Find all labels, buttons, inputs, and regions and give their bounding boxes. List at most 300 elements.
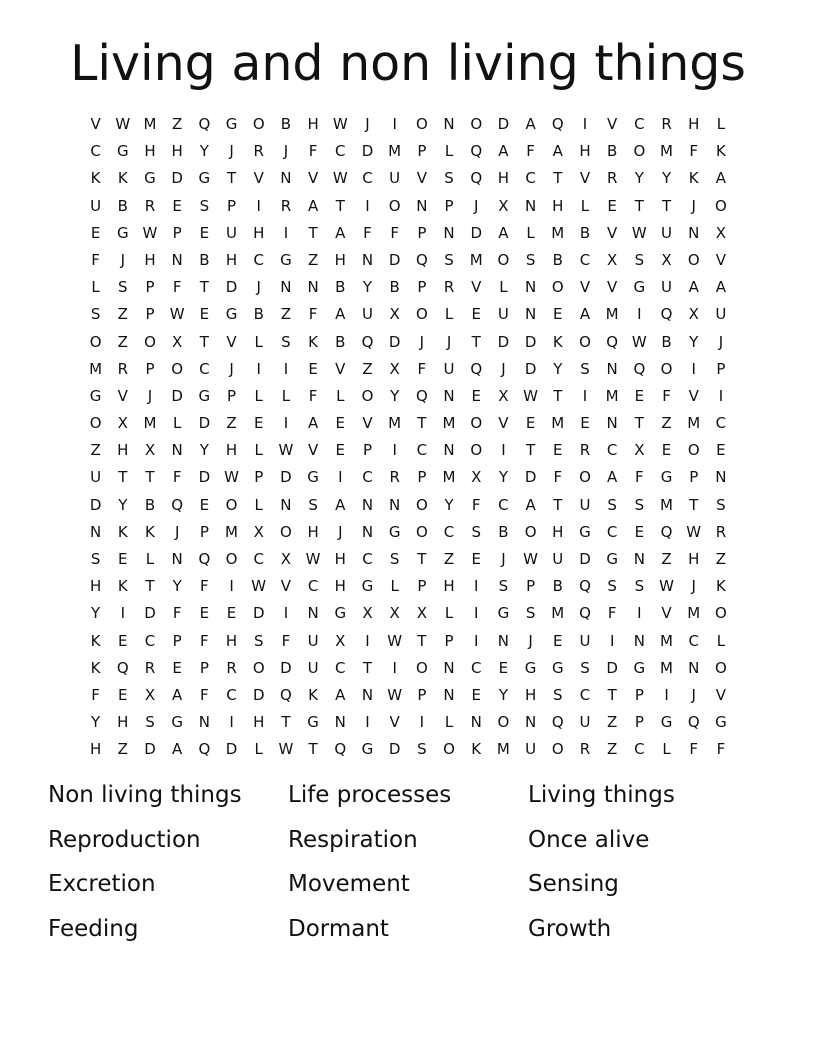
grid-letter[interactable]: M — [605, 305, 619, 324]
grid-letter[interactable]: Y — [390, 386, 400, 405]
grid-letter[interactable]: D — [225, 278, 238, 297]
grid-letter[interactable]: N — [171, 441, 183, 460]
grid-letter[interactable]: M — [496, 740, 510, 759]
grid-letter[interactable]: T — [417, 550, 427, 568]
grid-letter[interactable]: M — [89, 359, 103, 378]
grid-letter[interactable]: P — [444, 631, 454, 650]
grid-letter[interactable]: Y — [661, 169, 672, 188]
grid-letter[interactable]: W — [686, 522, 702, 541]
grid-letter[interactable]: C — [634, 115, 645, 133]
grid-letter[interactable]: O — [633, 142, 646, 161]
grid-letter[interactable]: J — [256, 278, 261, 297]
grid-letter[interactable]: U — [497, 305, 509, 324]
grid-letter[interactable]: P — [417, 685, 427, 704]
grid-letter[interactable]: X — [498, 196, 509, 215]
grid-letter[interactable]: D — [524, 359, 537, 378]
grid-letter[interactable]: N — [633, 631, 645, 650]
grid-letter[interactable]: Q — [470, 359, 483, 378]
grid-letter[interactable]: W — [659, 577, 674, 596]
grid-letter[interactable]: M — [388, 142, 402, 161]
grid-letter[interactable]: E — [226, 604, 237, 623]
grid-letter[interactable]: D — [144, 604, 156, 623]
grid-letter[interactable]: G — [307, 713, 319, 732]
grid-letter[interactable]: G — [89, 386, 102, 405]
grid-letter[interactable]: T — [145, 468, 155, 487]
grid-letter[interactable]: I — [256, 196, 261, 215]
grid-letter[interactable]: F — [308, 386, 318, 405]
grid-letter[interactable]: C — [335, 142, 346, 161]
grid-letter[interactable]: S — [607, 577, 617, 596]
grid-letter[interactable]: P — [634, 713, 644, 732]
grid-letter[interactable]: P — [145, 278, 155, 297]
grid-letter[interactable]: E — [199, 495, 210, 514]
grid-letter[interactable]: T — [118, 468, 128, 487]
grid-letter[interactable]: J — [229, 142, 234, 161]
grid-letter[interactable]: B — [498, 522, 509, 541]
grid-letter[interactable]: E — [118, 685, 128, 704]
grid-letter[interactable]: I — [474, 604, 479, 623]
grid-letter[interactable]: T — [417, 631, 427, 650]
grid-letter[interactable]: H — [171, 142, 183, 161]
grid-letter[interactable]: U — [443, 359, 455, 378]
grid-letter[interactable]: J — [501, 550, 506, 568]
grid-letter[interactable]: K — [117, 169, 128, 188]
grid-letter[interactable]: G — [307, 468, 319, 487]
grid-letter[interactable]: D — [470, 223, 482, 242]
grid-letter[interactable]: O — [89, 332, 102, 351]
grid-letter[interactable]: I — [229, 577, 234, 596]
grid-letter[interactable]: T — [661, 196, 672, 215]
grid-letter[interactable]: X — [335, 631, 346, 650]
grid-letter[interactable]: Q — [579, 577, 591, 596]
grid-letter[interactable]: M — [469, 250, 483, 269]
grid-letter[interactable]: Q — [660, 305, 673, 324]
grid-letter[interactable]: C — [606, 441, 618, 460]
grid-letter[interactable]: P — [634, 685, 644, 704]
grid-letter[interactable]: N — [361, 522, 374, 541]
grid-letter[interactable]: I — [365, 631, 370, 650]
grid-letter[interactable]: H — [524, 685, 537, 704]
grid-letter[interactable]: O — [579, 468, 591, 487]
grid-letter[interactable]: B — [117, 196, 128, 215]
grid-letter[interactable]: G — [579, 522, 591, 541]
grid-letter[interactable]: P — [417, 577, 427, 596]
grid-letter[interactable]: O — [144, 332, 156, 351]
grid-letter[interactable]: U — [307, 631, 319, 650]
grid-letter[interactable]: X — [362, 604, 373, 623]
grid-letter[interactable]: Q — [579, 604, 591, 623]
grid-letter[interactable]: V — [90, 115, 101, 133]
grid-letter[interactable]: V — [715, 685, 727, 704]
grid-letter[interactable]: S — [389, 550, 400, 568]
grid-letter[interactable]: M — [660, 495, 673, 514]
grid-letter[interactable]: H — [225, 441, 238, 460]
grid-letter[interactable]: G — [388, 522, 401, 541]
grid-letter[interactable]: X — [389, 359, 400, 378]
grid-letter[interactable]: V — [307, 169, 319, 188]
grid-letter[interactable]: Y — [199, 142, 209, 161]
grid-letter[interactable]: C — [498, 495, 509, 514]
grid-letter[interactable]: M — [442, 468, 456, 487]
grid-letter[interactable]: O — [443, 740, 455, 759]
grid-letter[interactable]: B — [579, 223, 591, 242]
grid-letter[interactable]: P — [417, 278, 427, 297]
grid-letter[interactable]: S — [634, 577, 645, 596]
grid-letter[interactable]: R — [606, 169, 618, 188]
grid-letter[interactable]: Y — [172, 577, 182, 596]
grid-letter[interactable]: N — [280, 495, 292, 514]
grid-letter[interactable]: X — [634, 441, 645, 460]
grid-letter[interactable]: G — [198, 386, 211, 405]
grid-letter[interactable]: H — [497, 169, 510, 188]
grid-letter[interactable]: F — [91, 685, 100, 704]
grid-letter[interactable]: I — [582, 115, 588, 133]
grid-letter[interactable]: B — [199, 250, 210, 269]
grid-letter[interactable]: O — [579, 332, 591, 351]
grid-letter[interactable]: W — [142, 223, 158, 242]
grid-letter[interactable]: Q — [198, 115, 211, 133]
grid-letter[interactable]: D — [388, 250, 401, 269]
grid-letter[interactable]: X — [389, 305, 400, 324]
grid-letter[interactable]: Q — [687, 713, 700, 732]
grid-letter[interactable]: P — [199, 522, 209, 541]
grid-letter[interactable]: J — [365, 115, 370, 133]
grid-letter[interactable]: M — [225, 522, 238, 541]
grid-letter[interactable]: R — [443, 278, 455, 297]
grid-letter[interactable]: G — [225, 115, 238, 133]
grid-letter[interactable]: T — [689, 495, 699, 514]
grid-letter[interactable]: O — [388, 196, 401, 215]
grid-letter[interactable]: S — [308, 495, 318, 514]
grid-letter[interactable]: N — [280, 278, 292, 297]
grid-letter[interactable]: I — [365, 196, 370, 215]
grid-letter[interactable]: E — [661, 441, 672, 460]
grid-letter[interactable]: B — [389, 278, 400, 297]
grid-letter[interactable]: Z — [661, 414, 672, 433]
grid-letter[interactable]: N — [416, 196, 428, 215]
grid-letter[interactable]: I — [637, 305, 642, 324]
grid-letter[interactable]: D — [198, 468, 211, 487]
grid-letter[interactable]: E — [199, 223, 210, 242]
grid-letter[interactable]: N — [361, 250, 374, 269]
grid-letter[interactable]: N — [334, 713, 346, 732]
grid-letter[interactable]: W — [631, 332, 647, 351]
grid-letter[interactable]: H — [334, 250, 346, 269]
grid-letter[interactable]: X — [416, 604, 427, 623]
grid-letter[interactable]: T — [634, 414, 644, 433]
grid-letter[interactable]: O — [280, 522, 292, 541]
grid-letter[interactable]: B — [253, 305, 264, 324]
grid-letter[interactable]: T — [553, 169, 563, 188]
grid-letter[interactable]: T — [553, 495, 563, 514]
grid-letter[interactable]: K — [308, 332, 319, 351]
grid-letter[interactable]: D — [225, 740, 238, 759]
grid-letter[interactable]: O — [497, 713, 510, 732]
grid-letter[interactable]: X — [144, 441, 156, 460]
grid-letter[interactable]: F — [91, 250, 100, 269]
grid-letter[interactable]: B — [607, 142, 618, 161]
grid-letter[interactable]: S — [444, 250, 454, 269]
grid-letter[interactable]: E — [607, 196, 617, 215]
grid-letter[interactable]: C — [226, 685, 237, 704]
grid-letter[interactable]: N — [443, 115, 455, 133]
grid-letter[interactable]: R — [280, 196, 292, 215]
grid-letter[interactable]: G — [606, 550, 618, 568]
grid-letter[interactable]: N — [389, 495, 401, 514]
grid-letter[interactable]: Y — [91, 604, 101, 623]
grid-letter[interactable]: M — [687, 604, 701, 623]
grid-letter[interactable]: E — [253, 414, 264, 433]
grid-letter[interactable]: H — [144, 250, 156, 269]
grid-letter[interactable]: N — [688, 658, 700, 677]
grid-letter[interactable]: O — [687, 250, 700, 269]
grid-letter[interactable]: Q — [280, 685, 292, 704]
grid-letter[interactable]: W — [387, 685, 403, 704]
grid-letter[interactable]: F — [363, 223, 372, 242]
grid-letter[interactable]: V — [715, 250, 727, 269]
grid-letter[interactable]: Q — [551, 115, 564, 133]
grid-letter[interactable]: Q — [633, 359, 646, 378]
grid-letter[interactable]: G — [660, 713, 673, 732]
grid-letter[interactable]: I — [419, 713, 425, 732]
grid-letter[interactable]: E — [553, 441, 563, 460]
grid-letter[interactable]: F — [689, 740, 699, 759]
grid-letter[interactable]: V — [471, 278, 482, 297]
grid-letter[interactable]: V — [226, 332, 237, 351]
grid-letter[interactable]: X — [715, 223, 727, 242]
grid-letter[interactable]: S — [417, 740, 427, 759]
grid-letter[interactable]: F — [635, 468, 644, 487]
grid-letter[interactable]: O — [470, 441, 483, 460]
grid-letter[interactable]: D — [388, 740, 401, 759]
grid-letter[interactable]: X — [280, 550, 292, 568]
grid-letter[interactable]: I — [392, 441, 397, 460]
grid-letter[interactable]: Z — [661, 550, 672, 568]
grid-letter[interactable]: K — [552, 332, 563, 351]
grid-letter[interactable]: H — [688, 115, 700, 133]
grid-letter[interactable]: J — [691, 685, 696, 704]
grid-letter[interactable]: O — [715, 604, 727, 623]
grid-letter[interactable]: Y — [444, 495, 454, 514]
grid-letter[interactable]: U — [525, 740, 537, 759]
grid-letter[interactable]: O — [225, 495, 238, 514]
grid-letter[interactable]: Y — [118, 495, 128, 514]
grid-letter[interactable]: R — [579, 441, 591, 460]
grid-letter[interactable]: H — [253, 223, 265, 242]
grid-letter[interactable]: O — [252, 115, 265, 133]
grid-letter[interactable]: C — [90, 142, 101, 161]
grid-letter[interactable]: M — [660, 631, 673, 650]
grid-letter[interactable]: O — [171, 359, 184, 378]
grid-letter[interactable]: M — [551, 223, 565, 242]
grid-letter[interactable]: Q — [361, 332, 374, 351]
grid-letter[interactable]: I — [637, 604, 642, 623]
grid-letter[interactable]: S — [471, 522, 481, 541]
grid-letter[interactable]: L — [254, 740, 263, 759]
grid-letter[interactable]: Q — [334, 740, 347, 759]
grid-letter[interactable]: P — [145, 359, 155, 378]
grid-letter[interactable]: V — [579, 169, 591, 188]
grid-letter[interactable]: N — [443, 685, 455, 704]
grid-letter[interactable]: O — [361, 386, 374, 405]
grid-letter[interactable]: F — [662, 386, 671, 405]
grid-letter[interactable]: P — [145, 305, 155, 324]
grid-letter[interactable]: K — [90, 169, 101, 188]
grid-letter[interactable]: G — [225, 305, 238, 324]
grid-letter[interactable]: F — [281, 631, 291, 650]
grid-letter[interactable]: Q — [415, 250, 428, 269]
grid-letter[interactable]: M — [660, 658, 673, 677]
grid-letter[interactable]: V — [607, 115, 618, 133]
grid-letter[interactable]: K — [715, 142, 726, 161]
grid-letter[interactable]: B — [552, 577, 563, 596]
grid-letter[interactable]: Q — [198, 740, 211, 759]
grid-letter[interactable]: Z — [117, 305, 128, 324]
grid-letter[interactable]: A — [498, 223, 509, 242]
grid-letter[interactable]: E — [498, 658, 509, 677]
grid-letter[interactable]: S — [525, 250, 536, 269]
grid-letter[interactable]: X — [607, 250, 618, 269]
grid-letter[interactable]: W — [332, 169, 348, 188]
grid-letter[interactable]: U — [552, 550, 564, 568]
grid-letter[interactable]: E — [553, 305, 563, 324]
grid-letter[interactable]: U — [661, 223, 673, 242]
grid-letter[interactable]: E — [118, 631, 128, 650]
grid-letter[interactable]: V — [688, 386, 699, 405]
grid-letter[interactable]: S — [634, 250, 645, 269]
grid-letter[interactable]: Z — [172, 115, 183, 133]
grid-letter[interactable]: G — [144, 169, 156, 188]
grid-letter[interactable]: D — [524, 332, 537, 351]
grid-letter[interactable]: M — [442, 414, 456, 433]
grid-letter[interactable]: C — [688, 631, 699, 650]
grid-letter[interactable]: R — [661, 115, 672, 133]
grid-letter[interactable]: P — [172, 223, 182, 242]
grid-letter[interactable]: E — [199, 604, 210, 623]
grid-letter[interactable]: H — [225, 250, 238, 269]
grid-letter[interactable]: W — [278, 740, 294, 759]
grid-letter[interactable]: H — [334, 577, 346, 596]
grid-letter[interactable]: G — [551, 658, 564, 677]
grid-letter[interactable]: W — [278, 441, 294, 460]
grid-letter[interactable]: P — [227, 386, 237, 405]
grid-letter[interactable]: H — [117, 713, 129, 732]
grid-letter[interactable]: I — [501, 441, 506, 460]
grid-letter[interactable]: S — [281, 332, 291, 351]
grid-letter[interactable]: L — [716, 115, 726, 133]
grid-letter[interactable]: N — [307, 278, 319, 297]
grid-letter[interactable]: D — [171, 169, 183, 188]
grid-letter[interactable]: C — [144, 631, 156, 650]
grid-letter[interactable]: D — [280, 658, 292, 677]
grid-letter[interactable]: L — [444, 604, 454, 623]
grid-letter[interactable]: I — [582, 386, 588, 405]
grid-letter[interactable]: D — [171, 386, 183, 405]
grid-letter[interactable]: N — [307, 604, 319, 623]
grid-letter[interactable]: J — [419, 332, 425, 351]
grid-letter[interactable]: A — [307, 414, 319, 433]
grid-letter[interactable]: C — [443, 522, 455, 541]
grid-letter[interactable]: S — [716, 495, 726, 514]
grid-letter[interactable]: T — [308, 223, 318, 242]
grid-letter[interactable]: Z — [715, 550, 727, 568]
grid-letter[interactable]: U — [661, 278, 673, 297]
grid-letter[interactable]: F — [716, 740, 726, 759]
grid-letter[interactable]: E — [553, 631, 563, 650]
grid-letter[interactable]: L — [254, 386, 263, 405]
grid-letter[interactable]: X — [117, 414, 128, 433]
grid-letter[interactable]: H — [334, 550, 346, 568]
grid-letter[interactable]: Q — [470, 169, 483, 188]
grid-letter[interactable]: J — [147, 386, 153, 405]
grid-letter[interactable]: O — [415, 495, 428, 514]
grid-letter[interactable]: N — [443, 386, 455, 405]
grid-letter[interactable]: N — [443, 223, 455, 242]
grid-letter[interactable]: L — [254, 441, 263, 460]
grid-letter[interactable]: E — [199, 305, 210, 324]
grid-letter[interactable]: G — [633, 278, 646, 297]
grid-letter[interactable]: Z — [117, 332, 128, 351]
grid-letter[interactable]: D — [497, 115, 510, 133]
grid-letter[interactable]: A — [552, 142, 563, 161]
grid-letter[interactable]: C — [362, 468, 373, 487]
grid-letter[interactable]: V — [416, 169, 427, 188]
grid-letter[interactable]: K — [90, 631, 101, 650]
grid-letter[interactable]: I — [229, 713, 234, 732]
grid-letter[interactable]: O — [89, 414, 102, 433]
grid-letter[interactable]: W — [387, 631, 403, 650]
grid-letter[interactable]: R — [389, 468, 400, 487]
grid-letter[interactable]: G — [116, 223, 129, 242]
grid-letter[interactable]: E — [335, 441, 346, 460]
grid-letter[interactable]: T — [199, 332, 209, 351]
grid-letter[interactable]: J — [120, 250, 125, 269]
grid-letter[interactable]: J — [528, 631, 533, 650]
grid-letter[interactable]: D — [252, 685, 265, 704]
grid-letter[interactable]: G — [116, 142, 129, 161]
grid-letter[interactable]: X — [253, 522, 264, 541]
grid-letter[interactable]: T — [226, 169, 237, 188]
grid-letter[interactable]: Q — [551, 713, 564, 732]
grid-letter[interactable]: S — [253, 631, 264, 650]
grid-letter[interactable]: J — [474, 196, 479, 215]
grid-letter[interactable]: R — [715, 522, 727, 541]
grid-letter[interactable]: W — [224, 468, 239, 487]
grid-letter[interactable]: F — [172, 468, 182, 487]
grid-letter[interactable]: Z — [607, 713, 618, 732]
grid-letter[interactable]: V — [117, 386, 128, 405]
grid-letter[interactable]: U — [361, 305, 373, 324]
grid-letter[interactable]: G — [361, 577, 374, 596]
grid-letter[interactable]: S — [90, 550, 101, 568]
grid-letter[interactable]: D — [89, 495, 102, 514]
grid-letter[interactable]: W — [631, 223, 647, 242]
grid-letter[interactable]: Y — [689, 332, 699, 351]
grid-letter[interactable]: M — [605, 386, 619, 405]
grid-letter[interactable]: B — [552, 250, 563, 269]
grid-letter[interactable]: N — [89, 522, 102, 541]
grid-letter[interactable]: M — [551, 604, 565, 623]
grid-letter[interactable]: O — [415, 115, 428, 133]
grid-letter[interactable]: B — [661, 332, 672, 351]
grid-letter[interactable]: L — [254, 332, 263, 351]
grid-letter[interactable]: R — [144, 658, 156, 677]
grid-letter[interactable]: A — [307, 196, 319, 215]
grid-letter[interactable]: H — [144, 142, 156, 161]
grid-letter[interactable]: O — [252, 658, 265, 677]
grid-letter[interactable]: N — [497, 631, 510, 650]
grid-letter[interactable]: I — [283, 359, 289, 378]
